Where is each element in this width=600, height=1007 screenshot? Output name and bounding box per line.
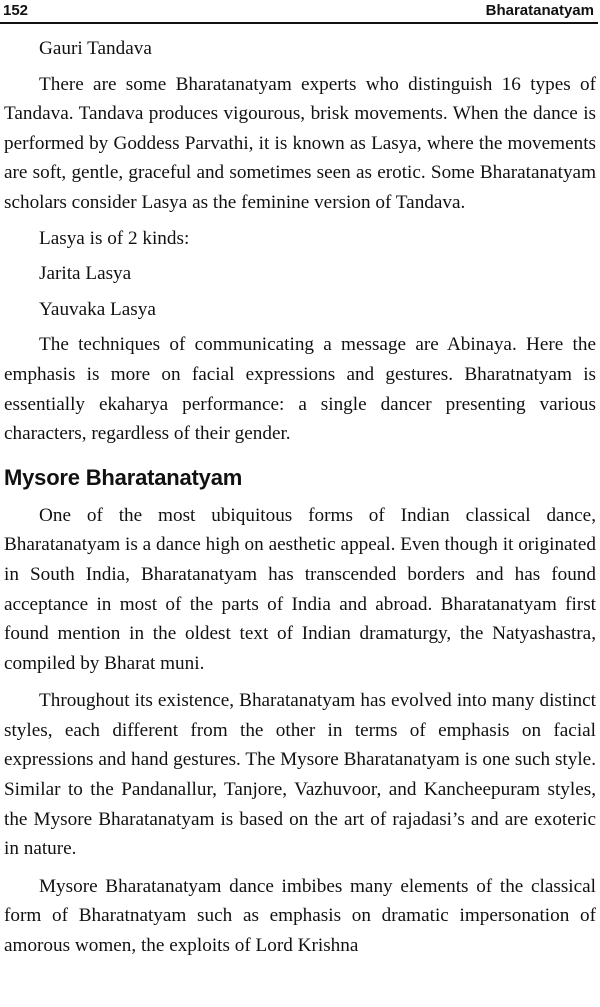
paragraph-mysore-elements: Mysore Bharatanatyam dance imbibes many elements of the classical form of Bharatnatyam such as emphasis on dramatic impersonation of amorous women, the exploits of Lord Krishna (4, 875, 596, 957)
paragraph-gauri-tandava: Gauri Tandava (39, 38, 152, 59)
paragraph-lasya-kinds: Lasya is of 2 kinds: (39, 227, 190, 249)
paragraph-tandava-types: There are some Bharatanatyam experts who distinguish 16 types of Tandava. Tandava produces vigourous, brisk movements. When the dance is performed by Goddess Parvathi, it is known as Lasya, where the movements are soft, gentle, graceful and sometimes seen as erotic. Some Bharatanatyam scholars consider Lasya as the feminine version of Tandava. (4, 73, 596, 213)
section-heading: Mysore Bharatanatyam (4, 464, 243, 490)
paragraph-distinct-styles: Throughout its existence, Bharatanatyam has evolved into many distinct styles, each different from the other in terms of emphasis on facial expressions and hand gestures. The Mysore Bharatanatyam is one such style. Similar to the Pandanallur, Tanjore, Vazhuvoor, and Kancheepuram styles, the Mysore Bharatanatyam is based on the art of rajadasi’s and are exoteric in nature. (4, 690, 596, 860)
running-title: Bharatanatyam (485, 2, 594, 19)
body-text (4, 34, 596, 961)
paragraph-jarita-lasya: Jarita Lasya (39, 263, 132, 285)
page-number: 152 (3, 2, 29, 19)
paragraph-yauvaka-lasya: Yauvaka Lasya (39, 298, 156, 320)
page-header (0, 2, 598, 24)
paragraph-abinaya: The techniques of communicating a message are Abinaya. Here the emphasis is more on facial expressions and gestures. Bharatnatyam is essentially ekaharya performance: a single dancer presenting various characters, regardless of their gender. (4, 334, 596, 445)
paragraph-ubiquitous-forms: One of the most ubiquitous forms of Indian classical dance, Bharatanatyam is a dance high on aesthetic appeal. Even though it originated in South India, Bharatanatyam has transcended borders and has found acceptance in most of the parts of India and abroad. Bharatanatyam first found mention in the oldest text of Indian dramaturgy, the Natyashastra, compiled by Bharat muni. (4, 504, 596, 674)
